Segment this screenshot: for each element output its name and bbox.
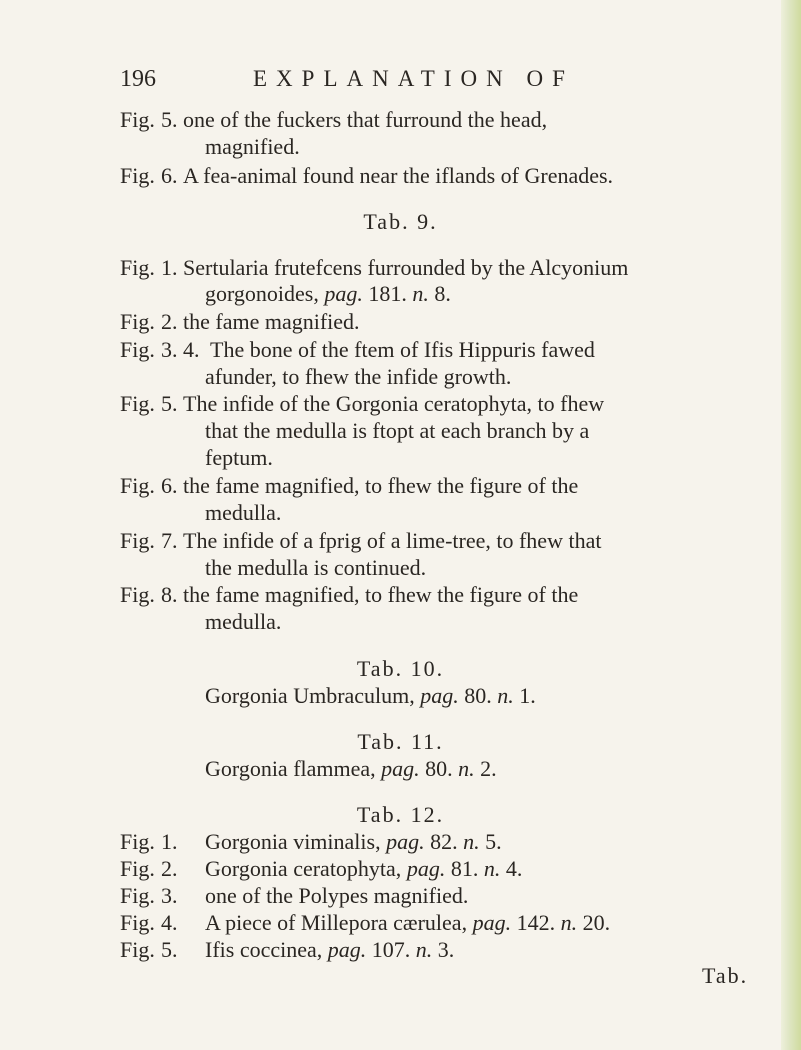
fig-label: Fig. xyxy=(120,391,155,416)
fig-label: Fig. xyxy=(120,528,155,553)
fig-caption: one of the fuckers that furround the head, xyxy=(183,107,548,132)
tab-entry: Gorgonia flammea, pag. 80. n. 2. xyxy=(205,756,497,781)
fig-number: 3. 4. xyxy=(161,337,200,362)
fig-number: 2. xyxy=(161,309,178,334)
fig-caption: Ifis coccinea, pag. 107. n. 3. xyxy=(205,937,455,962)
fig-number: 6. xyxy=(161,473,178,498)
fig-caption-cont: feptum. xyxy=(205,445,273,470)
fig-label: Fig. xyxy=(120,829,155,854)
catchword: Tab. xyxy=(702,963,749,988)
fig-label: Fig. xyxy=(120,107,155,132)
page-number: 196 xyxy=(120,66,156,92)
fig-caption-cont: afunder, to fhew the infide growth. xyxy=(205,364,512,389)
fig-caption: Sertularia frutefcens furrounded by the Alcyonium xyxy=(183,255,629,280)
fig-caption: the fame magnified, to fhew the figure of the xyxy=(183,582,579,607)
fig-caption: Gorgonia viminalis, pag. 82. n. 5. xyxy=(205,829,502,854)
fig-number: 6. xyxy=(161,163,178,188)
fig-label: Fig. xyxy=(120,582,155,607)
fig-caption: Gorgonia ceratophyta, pag. 81. n. 4. xyxy=(205,856,523,881)
fig-caption-cont: the medulla is continued. xyxy=(205,555,427,580)
fig-label: Fig. xyxy=(120,163,155,188)
fig-caption: one of the Polypes magnified. xyxy=(205,883,469,908)
fig-caption: The infide of the Gorgonia ceratophyta, to fhew xyxy=(183,391,605,416)
running-title: EXPLANATION OF xyxy=(253,66,574,91)
fig-number: 2. xyxy=(161,856,178,881)
fig-caption-cont: magnified. xyxy=(205,134,300,159)
fig-label: Fig. xyxy=(120,473,155,498)
fig-number: 4. xyxy=(161,910,178,935)
fig-number: 5. xyxy=(161,937,178,962)
fig-caption-cont: gorgonoides, pag. 181. n. 8. xyxy=(205,281,451,306)
fig-caption: A piece of Millepora cærulea, pag. 142. n. 20. xyxy=(205,910,611,935)
fig-caption: A fea-animal found near the iflands of Grenades. xyxy=(183,163,614,188)
fig-number: 1. xyxy=(161,255,178,280)
tab-heading: Tab. 10. xyxy=(356,656,445,681)
fig-number: 1. xyxy=(161,829,178,854)
fig-caption: The infide of a fprig of a lime-tree, to fhew that xyxy=(183,528,602,553)
fig-caption: The bone of the ftem of Ifis Hippuris fawed xyxy=(210,337,595,362)
fig-caption: the fame magnified, to fhew the figure of the xyxy=(183,473,579,498)
fig-number: 5. xyxy=(161,107,178,132)
tab-heading: Tab. 9. xyxy=(363,209,438,234)
fig-label: Fig. xyxy=(120,883,155,908)
fig-label: Fig. xyxy=(120,856,155,881)
fig-caption-cont: that the medulla is ftopt at each branch by a xyxy=(205,418,590,443)
fig-caption: the fame magnified. xyxy=(183,309,360,334)
fig-label: Fig. xyxy=(120,937,155,962)
fig-label: Fig. xyxy=(120,255,155,280)
fig-label: Fig. xyxy=(120,910,155,935)
tab-heading: Tab. 12. xyxy=(356,802,445,827)
fig-caption-cont: medulla. xyxy=(205,500,282,525)
tab-heading: Tab. 11. xyxy=(357,729,444,754)
fig-number: 3. xyxy=(161,883,178,908)
fig-number: 7. xyxy=(161,528,178,553)
fig-label: Fig. xyxy=(120,309,155,334)
fig-label: Fig. xyxy=(120,337,155,362)
page-edge xyxy=(781,0,801,1050)
tab-entry: Gorgonia Umbraculum, pag. 80. n. 1. xyxy=(205,683,536,708)
fig-number: 5. xyxy=(161,391,178,416)
fig-caption-cont: medulla. xyxy=(205,609,282,634)
fig-number: 8. xyxy=(161,582,178,607)
